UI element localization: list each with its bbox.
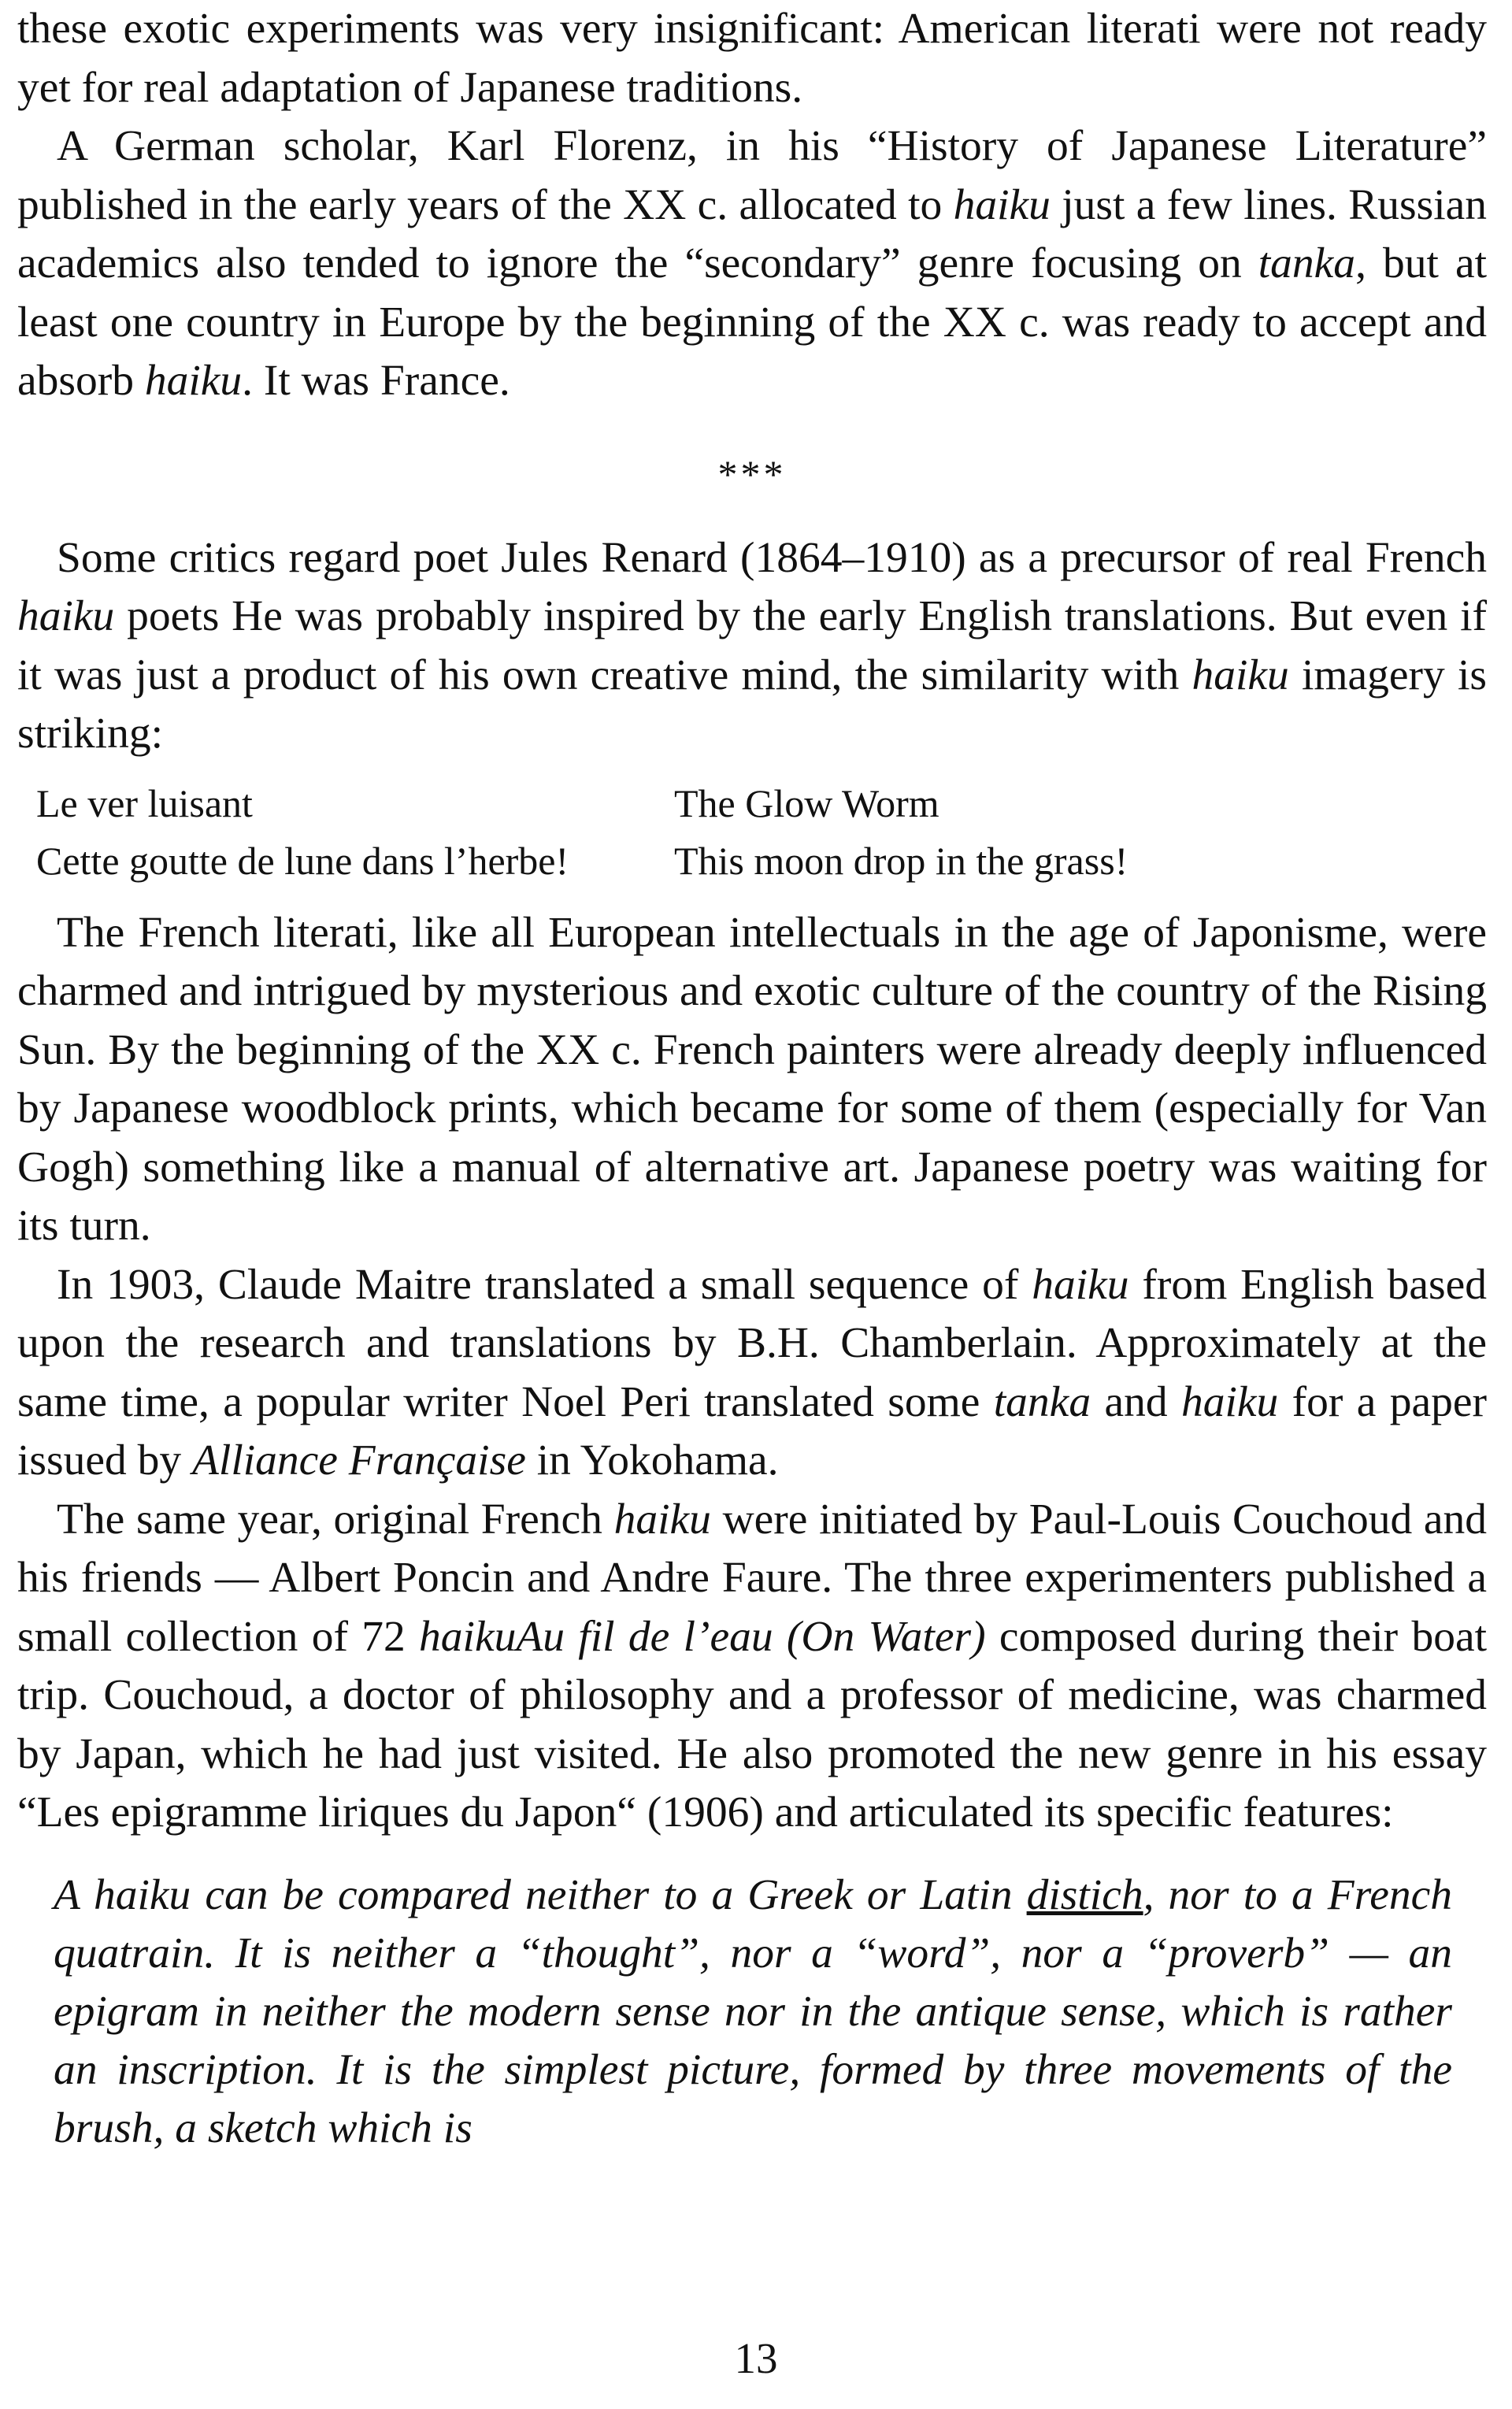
italic-term: tanka: [1258, 239, 1356, 287]
italic-term: haiku: [953, 180, 1051, 229]
text-run: these exotic experiments was very insignificant: American literati were not ready yet for real adaptation of Japanese traditions.: [17, 5, 1487, 112]
text-run: A German scholar, Karl Florenz, in his “History of Japanese Literature” published in the early years of the XX c. allocated to: [17, 122, 1487, 229]
text-run: , but at least one country in Europe by the beginning of the XX c. was ready to accept and absorb: [17, 239, 1487, 405]
italic-term: haiku: [1032, 1260, 1129, 1309]
text-run: In 1903, Claude Maitre translated a small sequence of: [57, 1260, 1032, 1309]
paragraph-3: [17, 529, 1487, 764]
italic-term: haiku: [1191, 650, 1289, 699]
italic-term: haiku: [17, 592, 115, 640]
text-run: . It was France.: [242, 357, 510, 405]
paragraph-2: [17, 117, 1487, 411]
text-run: and: [1091, 1377, 1181, 1426]
poem-french-title: Le ver luisant: [36, 780, 253, 825]
italic-term: haikuAu fil de l’eau (On Water): [419, 1612, 986, 1661]
section-separator: ***: [717, 451, 787, 496]
text-run: The same year, original French: [57, 1495, 614, 1544]
poem-english-line: This moon drop in the grass!: [674, 838, 1128, 883]
italic-term: haiku: [144, 357, 243, 405]
quote-underlined-term: distich: [1026, 1870, 1143, 1919]
poem-block: [36, 775, 1487, 890]
italic-term: Alliance Française: [192, 1436, 526, 1484]
text-run: poets He was probably inspired by the early English translations. But even if it was just a product of his own creative mind, the similarity with: [17, 592, 1487, 699]
paragraph-1: [17, 0, 1487, 117]
text-run: composed during their boat trip. Couchoud, a doctor of philosophy and a professor of medicine, was charmed by Japan, which he had just visited. He also promoted the new genre in his essay “Les epigramme liriques du Japon“ (1906) and articulated its specific features:: [17, 1612, 1487, 1836]
text-run: The French literati, like all European intellectuals in the age of Japonisme, were charmed and intrigued by mysterious and exotic culture of the country of the Rising Sun. By the beginning of the XX c. French painters were already deeply influenced by Japanese woodblock prints, which became for some of them (especially for Van Gogh) something like a manual of alternative art. Japanese poetry was waiting for its turn.: [17, 908, 1487, 1250]
italic-term: haiku: [1180, 1377, 1279, 1426]
paragraph-5: [17, 1256, 1487, 1491]
italic-term: haiku: [613, 1495, 711, 1544]
page-number: 13: [734, 2334, 778, 2382]
italic-term: tanka: [993, 1377, 1091, 1426]
paragraph-4: [17, 904, 1487, 1256]
text-run: imagery is striking:: [17, 650, 1488, 758]
poem-french-line: Cette goutte de lune dans l’herbe!: [36, 838, 569, 883]
text-run: were initiated by Paul-Louis Couchoud and his friends — Albert Poncin and Andre Faure. The three experimenters published a small collection of 72: [17, 1495, 1487, 1661]
text-run: in Yokohama.: [525, 1436, 779, 1484]
poem-english-title: The Glow Worm: [674, 780, 939, 825]
page-body: [17, 0, 1487, 2158]
text-run: from English based upon the research and translations by B.H. Chamberlain. Approximately at the same time, a popular writer Noel Peri translated some: [17, 1260, 1487, 1426]
paragraph-6: [17, 1491, 1487, 1843]
quote-text-run: A haiku can be compared neither to a Greek or Latin: [54, 1870, 1027, 1919]
text-run: Some critics regard poet Jules Renard (1864–1910) as a precursor of real French: [57, 533, 1487, 582]
text-run: just a few lines. Russian academics also tended to ignore the “secondary” genre focusing on: [17, 180, 1488, 287]
block-quote: [54, 1866, 1452, 2158]
text-run: for a paper issued by: [17, 1377, 1487, 1484]
quote-text-run: , nor to a French quatrain. It is neither a “thought”, nor a “word”, nor a “proverb” — an epigram in neither the modern sense nor in the antique sense, which is rather an inscription. It is the simplest picture, formed by three movements of the brush, a sketch which is: [54, 1870, 1452, 2152]
